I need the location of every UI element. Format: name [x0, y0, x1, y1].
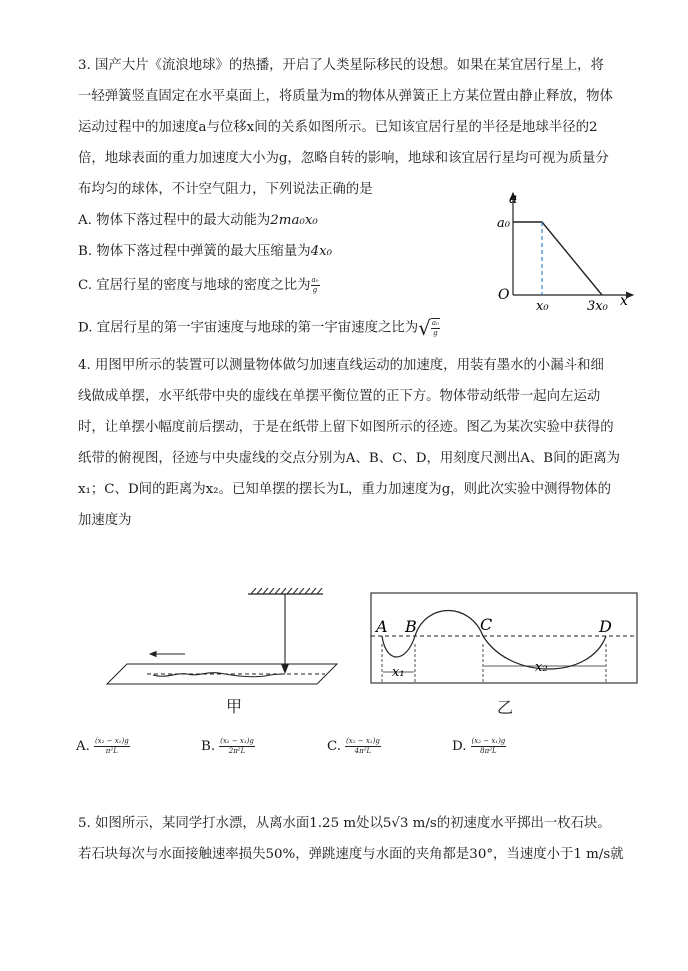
- y-tick-a0: a₀: [497, 216, 510, 231]
- q3-option-d-text: D. 宜居行星的第一宇宙速度与地球的第一宇宙速度之比为: [78, 320, 419, 336]
- q4-option-d-denominator: 8π²L: [480, 747, 497, 755]
- q3-option-c-fraction: [311, 276, 320, 295]
- q3-option-a-expr: 2ma₀x₀: [270, 213, 318, 228]
- x-tick-3x0: 3x₀: [587, 299, 608, 314]
- label-x2: x₂: [535, 660, 548, 675]
- q3-line-2: 一轻弹簧竖直固定在水平桌面上，将质量为m的物体从弹簧正上方某位置由静止释放，物体: [78, 89, 613, 104]
- label-a: A: [376, 617, 388, 636]
- q3-option-c: [78, 276, 320, 295]
- q4-option-a-fraction: [94, 737, 130, 756]
- q3-option-c-text: C. 宜居行星的密度与地球的密度之比为: [78, 278, 311, 293]
- q3-option-a: [78, 212, 318, 230]
- q3-line-1: 3. 国产大片《流浪地球》的热播，开启了人类星际移民的设想。如果在某宜居行星上，将: [78, 58, 604, 73]
- q3-line-4: 倍，地球表面的重力加速度大小为g，忽略自转的影响，地球和该宜居行星均可视为质量分: [78, 151, 609, 166]
- q4-line-2: 线做成单摆，水平纸带中央的虚线在单摆平衡位置的正下方。物体带动纸带一起向左运动: [78, 389, 601, 404]
- q4-line-3: 时，让单摆小幅度前后摆动，于是在纸带上留下如图所示的径迹。图乙为某次实验中获得的: [78, 420, 614, 435]
- q3-option-a-text: A. 物体下落过程中的最大动能为: [78, 213, 271, 228]
- acceleration-curve: [513, 222, 602, 295]
- q4-option-b: [201, 737, 255, 756]
- ceiling-hatch: [251, 588, 322, 594]
- q4-option-d-letter: D.: [452, 739, 467, 754]
- q4-option-b-numerator: (x₂ − x₁)g: [220, 737, 254, 745]
- q3-option-d-fraction: [431, 318, 440, 338]
- sqrt-sign: √: [418, 316, 431, 340]
- q4-option-a-denominator: π²L: [105, 747, 118, 755]
- q3-line-5: 布均匀的球体，不计空气阻力，下列说法正确的是: [78, 182, 373, 197]
- q4-option-a-letter: A.: [76, 739, 90, 754]
- q4-option-a-numerator: (x₂ − x₁)g: [94, 737, 129, 745]
- y-axis-label: a: [509, 191, 518, 207]
- funnel: [281, 664, 289, 674]
- q4-option-c-letter: C.: [327, 739, 342, 754]
- q4-line-1: 4. 用图甲所示的装置可以测量物体做匀加速直线运动的加速度，用装有墨水的小漏斗和细: [78, 358, 604, 373]
- q3-option-d: [78, 318, 440, 338]
- q3-option-d-numerator: a₀: [431, 319, 439, 327]
- label-x1: x₁: [392, 665, 405, 680]
- q5-line-1: 5. 如图所示，某同学打水漂，从离水面1.25 m处以5√3 m/s的初速度水平掷出一枚石块。: [78, 816, 611, 831]
- q3-option-c-denominator: g: [312, 286, 318, 294]
- label-d: D: [599, 617, 612, 636]
- q4-option-b-letter: B.: [201, 739, 216, 754]
- q4-line-5: x₁；C、D间的距离为x₂。已知单摆的摆长为L，重力加速度为g，则此次实验中测得物体的: [78, 482, 611, 497]
- q4-option-a: [76, 737, 130, 756]
- figure-yi-tape-top-view: [370, 592, 640, 687]
- x-axis-label: x: [620, 293, 628, 309]
- q3-option-b-text: B. 物体下落过程中弹簧的最大压缩量为: [78, 244, 311, 259]
- q4-option-c-fraction: [345, 737, 381, 756]
- q4-option-c: [327, 737, 381, 756]
- q4-option-b-fraction: [219, 737, 255, 756]
- q3-option-c-numerator: a₀: [311, 276, 319, 284]
- label-b: B: [405, 617, 417, 636]
- q4-option-c-denominator: 4π²L: [354, 747, 372, 755]
- q4-option-d: [452, 737, 506, 756]
- label-c: C: [480, 615, 493, 634]
- ink-trace: [153, 673, 285, 677]
- q5-line-2: 若石块每次与水面接触速率损失50%，弹跳速度与水面的夹角都是30°，当速度小于1 m/s就: [78, 847, 624, 862]
- q3-acceleration-graph: [490, 185, 650, 317]
- figure-jia-caption: 甲: [226, 697, 243, 716]
- q4-option-d-numerator: (x₂ − x₁)g: [471, 737, 506, 745]
- q3-option-d-denominator: g: [433, 329, 438, 337]
- tape-border: [371, 593, 637, 683]
- q3-option-b-expr: 4x₀: [310, 244, 333, 259]
- figure-jia-pendulum-apparatus: [105, 588, 345, 688]
- figure-yi-caption: 乙: [497, 698, 514, 717]
- q3-option-b: [78, 243, 332, 261]
- q3-line-3: 运动过程中的加速度a与位移x间的关系如图所示。已知该宜居行星的半径是地球半径的2: [78, 120, 598, 135]
- q4-option-c-numerator: (x₂ − x₁)g: [346, 737, 380, 745]
- q4-option-b-denominator: 2π²L: [228, 747, 246, 755]
- origin-label: O: [498, 287, 510, 303]
- q4-line-4: 纸带的俯视图，径迹与中央虚线的交点分别为A、B、C、D，用刻度尺测出A、B间的距离为: [78, 451, 621, 466]
- q4-option-d-fraction: [471, 737, 507, 756]
- q4-line-6: 加速度为: [78, 513, 132, 528]
- x-tick-x0: x₀: [536, 299, 549, 314]
